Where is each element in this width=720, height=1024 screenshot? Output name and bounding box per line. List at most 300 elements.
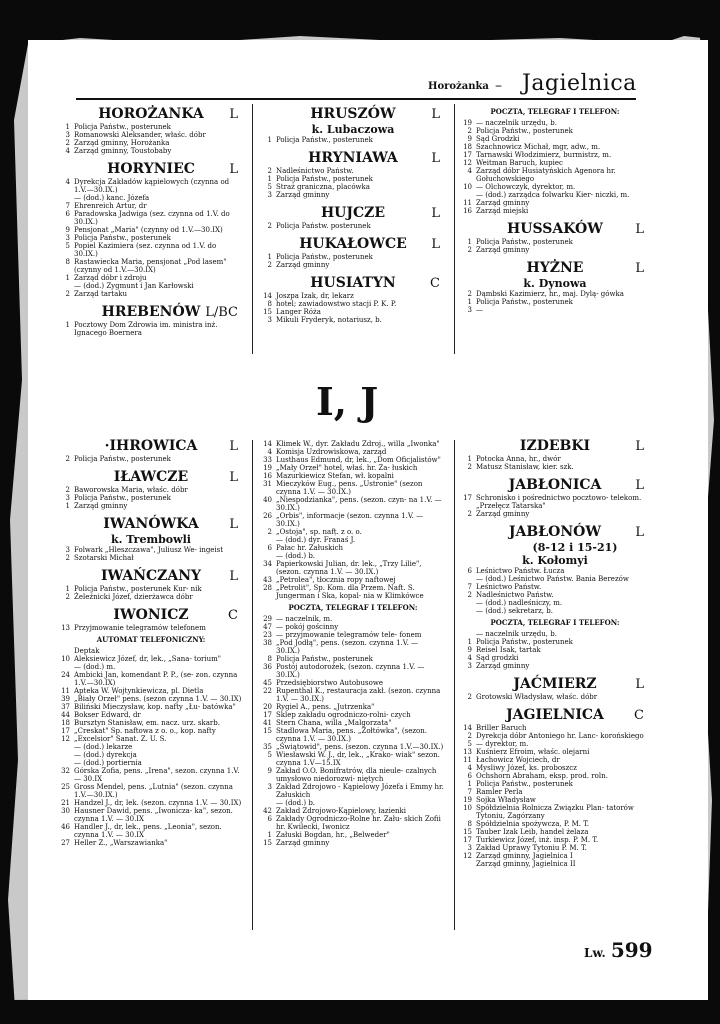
entry-text: — (dod.) kanc. Józefa [74,194,150,202]
entry-number: 44 [61,711,70,719]
directory-entry [262,512,444,528]
entry-text: Tarnawski Włodzimierz, burmistrz, m. [476,151,612,159]
entry-text: „Pod Jodłą", pens. (sezon. czynna 1.V. — 30.IX.) [276,639,419,655]
directory-entry [462,630,648,638]
entry-number: 22 [263,687,272,695]
entry-text: Potocka Anna, hr., dwór [476,455,561,463]
entry-number [462,860,476,868]
entry-number: 17 [463,494,472,502]
directory-entry [262,639,444,655]
locality-name: HRYNIAWA [308,150,398,166]
entry-number: 1 [267,831,272,839]
directory-entry [60,290,242,298]
entry-number: 9 [467,646,472,654]
entry-text: Dąmbski Kazimierz, hr., maj. Dylą- gówka [476,290,624,298]
directory-entry [262,711,444,719]
locality-name: IWONICZ [113,607,189,623]
entry-number: 2 [267,528,272,536]
locality-name: HUJCZE [320,205,386,221]
entry-number [462,191,476,199]
directory-entry [262,183,444,191]
entry-number: 17 [463,151,472,159]
entry-number: 3 [267,316,272,324]
entry-text: Zarząd gminny [276,839,330,847]
entry-number: 15 [263,839,272,847]
directory-entry [262,560,444,576]
section-heading [262,205,444,222]
entry-number: 1 [65,321,70,329]
column-divider [454,440,455,930]
entry-text: — (dod.) dyrekcja [74,751,137,759]
section-heading [60,568,242,585]
directory-entry [60,783,242,799]
entry-number: 8 [65,258,70,266]
entry-text: Policja Państw., posterunek [276,655,373,663]
entry-number: 2 [467,591,472,599]
exchange-code: L [229,569,238,584]
directory-entry [60,486,242,494]
entry-number: 3 [267,783,272,791]
directory-entry [262,300,444,308]
entry-number: 25 [61,783,70,791]
directory-entry [262,308,444,316]
column-bottom-middle [262,440,444,847]
entry-text: Nadleśnictwo Państw. [276,167,354,175]
entry-text: Zarząd gminny [476,246,530,254]
entry-number: 16 [263,472,272,480]
directory-entry [60,585,242,593]
entry-text: Policja Państw., posterunek [74,494,171,502]
directory-entry [462,455,648,463]
entry-number: 32 [61,767,70,775]
exchange-code: L [431,151,440,166]
directory-entry [60,202,242,210]
entry-number: 1 [467,298,472,306]
entry-number: 2 [65,290,70,298]
section-heading [462,676,648,693]
section-heading [462,477,648,494]
locality-name: IWAŃCZANY [100,568,202,584]
directory-entry [462,654,648,662]
section-heading [262,275,444,292]
header-place-big: Jagielnica [522,71,637,96]
entry-text: Żeleźnicki Józef, dzierżawca dóbr [74,593,193,601]
entry-number: 8 [267,655,272,663]
directory-entry [462,756,648,764]
entry-text: Romanowski Aleksander, właśc. dóbr [74,131,206,139]
footer-prefix: Lw. [584,946,606,960]
entry-number: 1 [267,136,272,144]
entry-text: Pocztowy Dom Zdrowia im. ministra inż. Ignacego Boernera [74,321,218,337]
entry-number: 6 [467,772,472,780]
locality-name: HUKAŁOWCE [299,236,407,252]
entry-text: Policja Państw., posterunek [476,238,573,246]
entry-number: 31 [263,480,272,488]
entry-number: 1 [65,274,70,282]
directory-entry [262,528,444,536]
entry-text: — naczelnik urzędu, b. [476,119,557,127]
exchange-code: L [635,525,644,540]
directory-entry [60,274,242,282]
entry-number: 27 [61,839,70,847]
entry-text: Sojka Władysław [476,796,536,804]
entry-number: 2 [467,693,472,701]
entry-number: 13 [463,748,472,756]
directory-entry [60,593,242,601]
entry-text: — (dod.) Leśnictwo Państw. Bania Berezów [476,575,629,583]
entry-number: 28 [263,584,272,592]
subsection-heading: POCZTA, TELEGRAF I TELEFON: [490,107,620,116]
entry-number: 40 [263,496,272,504]
directory-entry [462,191,648,199]
directory-entry [60,711,242,719]
locality-name: JAGIELNICA [506,707,604,723]
entry-number [462,575,476,583]
entry-text: Sklep zakładu ogrodniczo-rolni- czych [276,711,411,719]
directory-entry [262,631,444,639]
entry-number: 15 [263,308,272,316]
entry-number: 6 [267,815,272,823]
directory-entry [60,695,242,703]
entry-text: Komisja Uzdrowiskowa, zarząd [276,448,387,456]
entry-text: Załuski Bogdan, hr., „Belweder" [276,831,390,839]
directory-entry [60,663,242,671]
entry-number: 1 [267,253,272,261]
entry-text: Gross Mendel, pens. „Lutnia" (sezon. czynna 1.V.—30.IX.) [74,783,233,799]
entry-text: Turkiewicz Józef, inż. insp. P. M. T. [476,836,599,844]
entry-text: Policja Państw., posterunek [276,175,373,183]
directory-entry [462,772,648,780]
entry-text: — pokój gościnny [276,623,339,631]
entry-text: Hausner Dawid, pens. „Iwonicza- ka", sezon. czynna 1.V. — 30.IX [74,807,233,823]
directory-entry [462,646,648,654]
directory-entry [262,448,444,456]
entry-number: 47 [263,623,272,631]
entry-text: Przedsiębiorstwo Autobusowe [276,679,383,687]
entry-text: Szotarski Michał [74,554,134,562]
page-footer [584,938,653,962]
directory-entry [462,852,648,860]
entry-number: 12 [463,159,472,167]
entry-text: Policja Państw., posterunek [276,136,373,144]
entry-text: Baworowska Maria, właśc. dóbr [74,486,188,494]
entry-number: 1 [65,502,70,510]
entry-text: Grotowski Władysław, właśc. dóbr [476,693,598,701]
entry-number: 2 [267,261,272,269]
entry-text: Mazurkiewicz Stefan, wł. kopalni [276,472,394,480]
directory-entry [262,727,444,743]
entry-number: 17 [463,836,472,844]
entry-text: hotel; zawiadowstwo stacji P. K. P. [276,300,397,308]
directory-entry [462,662,648,670]
locality-subtitle: k. Kołomyi [522,554,588,567]
entry-number: 37 [61,703,70,711]
entry-text: Ehrenreich Artur, dr [74,202,147,210]
directory-entry [462,607,648,615]
entry-text: Handzel J., dr, lek. (sezon. czynna 1.V. — 30.IX) [74,799,242,807]
entry-text: Kuśnierz Efroim, właśc. olejarni [476,748,590,756]
entry-number: 3 [467,662,472,670]
directory-entry [262,799,444,807]
entry-number: 20 [263,703,272,711]
directory-entry [462,159,648,167]
entry-text: „Petrolea", tłocznia ropy naftowej [276,576,396,584]
entry-number: 8 [467,820,472,828]
entry-text: Heller Z., „Warszawianka" [74,839,168,847]
entry-text: Briller Baruch [476,724,527,732]
directory-entry [60,687,242,695]
locality-name: HYŻNE [526,260,584,276]
directory-entry [262,783,444,799]
entry-number: 4 [267,448,272,456]
locality-name: ·IHROWICA [104,438,198,454]
header-place-small: Horożanka [428,81,489,92]
entry-text: Ambicki Jan, komendant P. P., (se- zon. czynna 1.V.—30.IX) [74,671,238,687]
directory-entry [60,554,242,562]
entry-text: Zarząd gminny, Jagielnica I [476,852,573,860]
entry-text: Nadleśnictwo Państw. [476,591,554,599]
entry-number: 10 [463,804,472,812]
directory-entry [60,807,242,823]
directory-entry [60,727,242,735]
entry-text: Zarząd dóbr i zdroju [74,274,147,282]
directory-entry [60,123,242,131]
directory-entry [60,494,242,502]
entry-text: „Biały Orzeł" pens. (sezon czynna 1.V. — 30.IX) [74,695,242,703]
entry-text: Schronisko i pośrednictwo pocztowo- telekom. „Przełęcz Tatarska" [476,494,642,510]
directory-entry [462,748,648,756]
entry-text: Łachowicz Wojciech, dr [476,756,560,764]
exchange-code: L [431,206,440,221]
directory-entry [262,807,444,815]
locality-name: JAĆMIERZ [513,676,597,692]
entry-number: 1 [467,238,472,246]
entry-text: Rupenthal K., restauracja zakł. (sezon. czynna 1.V. — 30.IX.) [276,687,441,703]
entry-text: Aleksiewicz Józef, dr, lek., „Sana- torium" [74,655,222,663]
locality-name: HRUSZÓW [310,106,396,122]
entry-number: 3 [467,306,472,314]
entry-number: 35 [263,743,272,751]
entry-number: 2 [267,222,272,230]
directory-entry [262,253,444,261]
column-top-middle [262,100,444,324]
directory-entry [262,175,444,183]
entry-text: Zarząd miejski [476,207,529,215]
entry-number: 21 [61,799,70,807]
entry-text: Mysliwy Józef, ks. proboszcz [476,764,577,772]
entry-number: 14 [463,724,472,732]
directory-entry [262,472,444,480]
entry-number: 1 [467,638,472,646]
directory-entry [60,226,242,234]
entry-number: 6 [267,544,272,552]
entry-text: Zakład Zdrojowo-Kąpielowy, łazienki [276,807,406,815]
entry-text: „Mały Orzeł" hotel, właś. hr. Za- łuskich [276,464,418,472]
entry-number: 33 [263,456,272,464]
directory-entry [462,290,648,298]
entry-number: 10 [61,655,70,663]
directory-entry [462,732,648,740]
directory-entry [262,544,444,552]
entry-text: Bursztyn Stanisław, em. nacz. urz. skarb. [74,719,220,727]
directory-entry [60,799,242,807]
directory-entry [462,828,648,836]
entry-text: Szachnowicz Michał, mgr, adw., m. [476,143,601,151]
entry-number: 34 [263,560,272,568]
directory-entry [462,575,648,583]
entry-number: 3 [65,494,70,502]
directory-entry [262,839,444,847]
entry-number: 46 [61,823,70,831]
directory-entry [262,655,444,663]
entry-number: 2 [267,167,272,175]
entry-number: 5 [267,183,272,191]
directory-entry [462,638,648,646]
entry-text: Zarząd gminny [276,191,330,199]
entry-number: 3 [467,844,472,852]
entry-number: 11 [463,199,472,207]
entry-number [60,663,74,671]
directory-entry [462,693,648,701]
entry-text: Ochshorn Abraham, eksp. prod. roln. [476,772,608,780]
section-heading [462,438,648,455]
directory-entry [462,298,648,306]
entry-text: Handler J., dr, lek., pens. „Leonia", sezon. czynna 1.V. — 30.IX [74,823,222,839]
entry-text: Pałac hr. Załuskich [276,544,344,552]
entry-number: 1 [467,780,472,788]
entry-text: — (dod.) b. [276,552,316,560]
section-heading [60,438,242,455]
entry-text: Folwark „Hleszczawa", Juliusz We- ingeist [74,546,224,554]
locality-name: JABŁONÓW [508,524,602,540]
section-heading [262,236,444,253]
running-header [400,62,640,96]
directory-entry [262,464,444,472]
exchange-code: C [430,276,440,291]
directory-entry [262,719,444,727]
directory-entry [262,222,444,230]
entry-number: 9 [65,226,70,234]
directory-entry [462,836,648,844]
entry-text: Policja Państw., posterunek [476,298,573,306]
section-heading [462,524,648,541]
directory-entry [262,316,444,324]
entry-number: 9 [467,135,472,143]
entry-text: Popiel Kazimiera (sez. czynna od 1.V. do 30.IX.) [74,242,217,258]
entry-text: Lusthaus Edmund, dr, lek., „Dom Oficjalistów" [276,456,441,464]
entry-number: 5 [267,751,272,759]
entry-text: Biliński Mieczysław, kop. nafty „Łu- batówka" [74,703,236,711]
entry-text: Dyrekcja dóbr Antoniego hr. Lanc- korońskiego [476,732,644,740]
entry-number: 4 [467,764,472,772]
entry-number: 7 [467,583,472,591]
entry-text: Zarząd gminny [74,502,128,510]
directory-entry [462,510,648,518]
entry-number [462,599,476,607]
entry-text: Sąd grodzki [476,654,519,662]
entry-text: Postój autodorożek, (sezon. czynna 1.V. — 30.IX.) [276,663,425,679]
entry-number: 15 [263,727,272,735]
exchange-code: L [431,237,440,252]
entry-number: 4 [467,654,472,662]
entry-number: 3 [65,234,70,242]
entry-number [262,552,276,560]
entry-number: 5 [467,740,472,748]
directory-entry [262,552,444,560]
directory-entry [60,767,242,783]
entry-number [60,194,74,202]
entry-number: 9 [267,767,272,775]
entry-text: Zakład O.O. Bonifratrów, dla nieule- czalnych umysłowo niedorozwi- niętych [276,767,437,783]
directory-entry [462,724,648,732]
directory-entry [462,740,648,748]
directory-entry [262,480,444,496]
entry-number: 16 [463,207,472,215]
directory-entry [462,238,648,246]
locality-name: HUSSAKÓW [507,221,603,237]
entry-text: Rygiel A., pens. „Jutrzenka" [276,703,375,711]
directory-entry [60,546,242,554]
directory-entry [262,663,444,679]
entry-text: „Excelsior" Sanat. Z. U. S. [74,735,167,743]
entry-number: 1 [267,175,272,183]
locality-subtitle: k. Lubaczowa [311,123,395,136]
entry-number [262,799,276,807]
entry-number: 14 [263,292,272,300]
entry-text: Zarząd dóbr Husiatyńskich Agenora hr. Gołuchowskiego [476,167,616,183]
directory-entry [60,210,242,226]
entry-text: Straż graniczna, placówka [276,183,370,191]
entry-text: Policja Państw., posterunek [476,127,573,135]
entry-number: 13 [61,624,70,632]
directory-entry [462,796,648,804]
entry-text: Leśnictwo Państw. [476,583,542,591]
exchange-code: L [635,261,644,276]
entry-text: — dyrektor, m. [476,740,529,748]
entry-number [462,607,476,615]
entry-number: 10 [463,183,472,191]
entry-text: Policja Państw., posterunek [74,455,171,463]
directory-entry [462,127,648,135]
entry-number: 6 [467,567,472,575]
entry-text: — (dod.) portiernia [74,759,142,767]
header-dash: – [495,78,502,94]
entry-text: Apteka W. Wojtynkiewicza, pl. Dietla [74,687,204,695]
directory-entry [462,119,648,127]
section-heading [60,161,242,178]
entry-number: 11 [463,756,472,764]
directory-entry [262,751,444,767]
entry-number: 23 [263,631,272,639]
entry-number [462,630,476,638]
section-divider-letters: I, J [316,379,379,424]
directory-entry [462,151,648,159]
entry-text: „Petrolit", Sp. Kom. dla Przem. Naft. S. Jungerman i Ska, kopal- nia w Klimkówce [276,584,424,600]
exchange-code: L [229,517,238,532]
entry-text: Mikuli Fryderyk, notariusz, b. [276,316,382,324]
entry-text: Tauber Izak Leib, handel żelaza [476,828,589,836]
entry-number: 38 [263,639,272,647]
entry-number: 2 [467,246,472,254]
directory-entry [262,831,444,839]
entry-text: Sąd Grodzki [476,135,520,143]
directory-entry [60,719,242,727]
entry-text: Dyrekcja Zakładów kąpielowych (czynna od 1.V.—30.IX.) [74,178,230,194]
directory-entry [462,246,648,254]
entry-number: 19 [263,464,272,472]
section-heading [60,304,242,321]
entry-text: — [476,306,483,314]
